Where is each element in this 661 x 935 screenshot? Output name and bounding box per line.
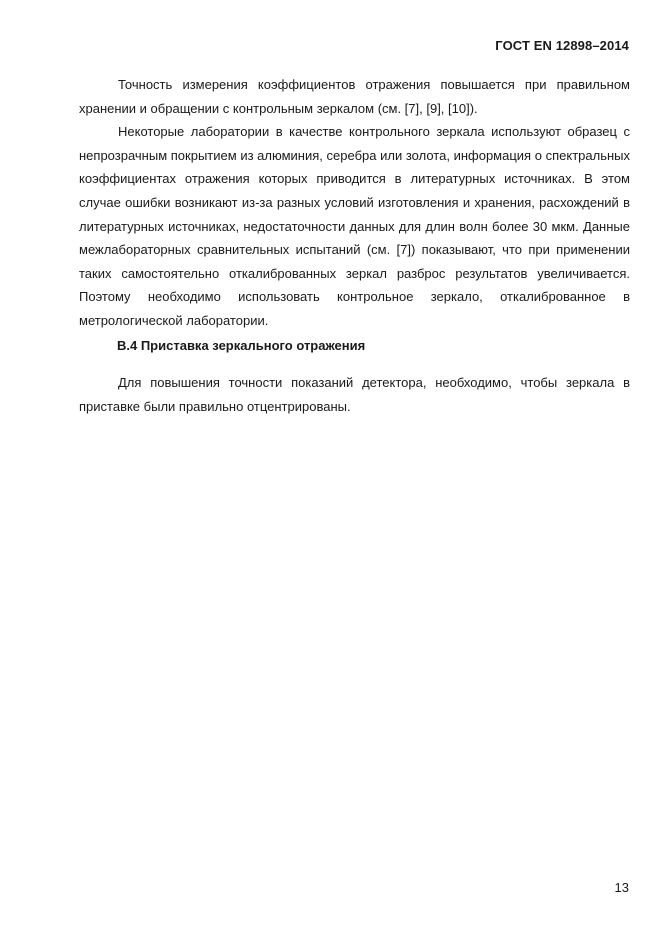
body-text (79, 73, 630, 333)
paragraph-reference-mirror: Некоторые лаборатории в качестве контрольного зеркала используют образец с непрозрачным покрытием из алюминия, серебра или золота, информация о спектральных коэффициентах отражения которых приводится в литературных источниках. В этом случае ошибки возникают из-за разных условий изготовления и хранения, расхождений в литературных источниках, недостаточности данных для длин волн более 30 мкм. Данные межлабораторных сравнительных испытаний (см. [7]) показывают, что при применении таких самостоятельно откалиброванных зеркал разброс результатов увеличивается. Поэтому необходимо использовать контрольное зеркало, откалиброванное в метрологической лаборатории. (79, 124, 630, 328)
page-number: 13 (614, 880, 629, 895)
section-paragraph: Для повышения точности показаний детектора, необходимо, чтобы зеркала в приставке были правильно отцентрированы. (79, 375, 630, 414)
standard-code-header: ГОСТ EN 12898–2014 (495, 38, 629, 53)
paragraph-storage: Точность измерения коэффициентов отражения повышается при правильном хранении и обращении с контрольным зеркалом (см. [7], [9], [10]). (79, 77, 630, 116)
section-b4 (79, 336, 630, 418)
section-heading: В.4 Приставка зеркального отражения (117, 338, 366, 353)
